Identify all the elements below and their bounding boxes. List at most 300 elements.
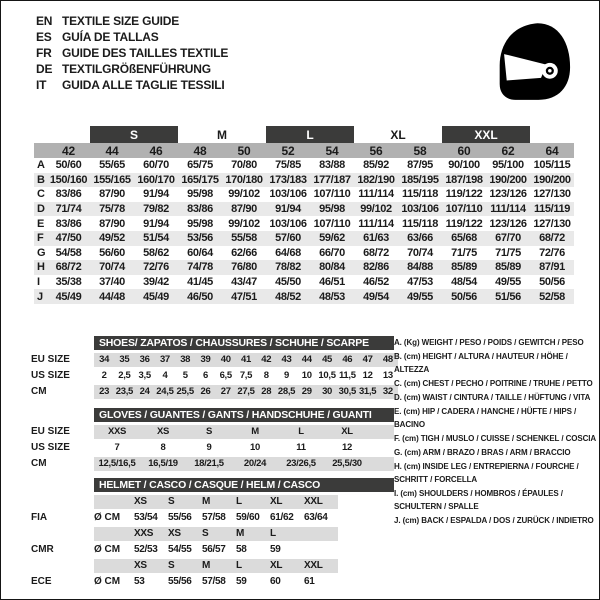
- measurement-row-label: D: [34, 202, 47, 217]
- size-value-cell: 150/160: [47, 173, 90, 188]
- size-value-cell: 87/95: [407, 159, 433, 172]
- size-value-cell: 72/76: [134, 260, 178, 275]
- row-values: [94, 457, 394, 471]
- helmet-size-label: XS: [168, 528, 181, 539]
- size-value-cell: 48/52: [266, 289, 310, 304]
- helmet-size-label: M: [202, 496, 211, 507]
- value-cell: 5: [182, 370, 188, 381]
- size-value-cell: 43/47: [231, 276, 257, 289]
- value-cell: 30: [322, 386, 333, 397]
- value-cell: 3,5: [138, 370, 151, 381]
- helmet-size-label: M: [236, 528, 245, 539]
- size-column-header: 44: [90, 143, 134, 158]
- helmet-size-label: L: [236, 560, 242, 571]
- size-column-header: 56: [354, 143, 398, 158]
- measurement-row-label: G: [37, 246, 46, 259]
- size-value-cell: 87/91: [530, 260, 574, 275]
- helmet-data-row: [31, 543, 401, 557]
- measurement-row: [34, 275, 574, 290]
- value-cell: 25,5/30: [332, 458, 362, 469]
- legend-item: H. (cm) INSIDE LEG / ENTREPIERNA / FOURCHE / SCHRITT / FORCELLA: [394, 462, 579, 484]
- size-value-cell: 83/86: [55, 188, 82, 201]
- value-cell: XXS: [107, 426, 127, 437]
- helmet-size-label: XXL: [304, 560, 323, 571]
- language-title-list: [36, 13, 228, 93]
- value-cell: 18/21,5: [194, 458, 224, 469]
- value-cell: 27: [220, 386, 231, 397]
- helmet-value-cell: 59: [270, 544, 281, 555]
- size-value-cell: 54/58: [55, 246, 82, 259]
- legend-item: B. (cm) HEIGHT / ALTURA / HAUTEUR / HÖHE / ALTEZZA: [394, 352, 568, 374]
- row-values: [94, 353, 398, 367]
- size-value-cell: 70/80: [231, 159, 257, 172]
- helmet-unit-spacer: [94, 495, 134, 509]
- helmet-unit-label: Ø CM: [94, 512, 121, 523]
- measurement-row: [34, 158, 574, 173]
- size-column-header: 62: [486, 143, 530, 158]
- value-cell: 40: [220, 354, 231, 365]
- size-value-cell: 68/72: [47, 260, 90, 275]
- helmet-value-cell: 52/53: [134, 544, 158, 555]
- row-label: EU SIZE: [31, 354, 70, 365]
- legend-item: G. (cm) ARM / BRAZO / BRAS / ARM / BRACCIO: [394, 448, 571, 457]
- helmet-value-cell: 56/57: [202, 544, 226, 555]
- value-cell: 26: [200, 386, 211, 397]
- size-value-cell: 123/126: [489, 217, 527, 230]
- size-value-cell: 190/200: [530, 173, 574, 188]
- size-number-spacer: [34, 143, 47, 158]
- value-cell: 9: [284, 370, 290, 381]
- helmet-table-title: HELMET / CASCO / CASQUE / HELM / CASCO: [94, 478, 394, 492]
- language-row: [36, 77, 228, 93]
- value-cell: XL: [341, 426, 353, 437]
- value-cell: 2: [101, 370, 107, 381]
- helmet-cert-label: CMR: [31, 544, 54, 555]
- value-cell: 24,5: [156, 386, 174, 397]
- helmet-value-cell: 53/54: [134, 512, 158, 523]
- size-value-cell: 53/56: [178, 231, 222, 246]
- value-cell: 10,5: [318, 370, 336, 381]
- table-row: [31, 457, 401, 471]
- language-title: GUIDE DES TAILLES TEXTILE: [62, 46, 229, 60]
- helmet-size-label: L: [270, 528, 276, 539]
- helmet-size-label: S: [202, 528, 209, 539]
- value-cell: 16,5/19: [148, 458, 178, 469]
- helmet-size-header-row: [31, 495, 401, 509]
- value-cell: 43: [281, 354, 292, 365]
- value-cell: 9: [206, 442, 212, 453]
- value-cell: 44: [301, 354, 312, 365]
- helmet-unit-spacer: [94, 559, 134, 573]
- helmet-value-cell: 55/56: [168, 512, 192, 523]
- size-value-cell: 71/75: [451, 246, 477, 259]
- size-value-cell: 70/74: [407, 246, 433, 259]
- helmet-value-cell: 59: [236, 576, 247, 587]
- size-value-cell: 87/90: [99, 217, 125, 230]
- size-value-cell: 123/126: [489, 188, 527, 201]
- value-cell: 11: [296, 442, 306, 453]
- helmet-size-label: XL: [270, 560, 283, 571]
- size-group-row: [34, 126, 574, 143]
- row-label: CM: [31, 458, 47, 469]
- size-value-cell: 87/90: [99, 188, 125, 201]
- helmet-unit-label: Ø CM: [94, 544, 121, 555]
- size-value-cell: 71/74: [47, 202, 90, 217]
- helmet-size-label: XS: [134, 560, 147, 571]
- language-code: IT: [36, 78, 47, 92]
- legend-item: J. (cm) BACK / ESPALDA / DOS / ZURÜCK / INDIETRO: [394, 516, 594, 525]
- helmet-size-label: XXS: [134, 528, 154, 539]
- language-code: FR: [36, 46, 52, 60]
- language-code: EN: [36, 14, 53, 28]
- size-value-cell: 65/68: [442, 231, 486, 246]
- helmet-size-label: S: [168, 496, 175, 507]
- measurement-row-label: C: [37, 188, 45, 201]
- value-cell: 45: [322, 354, 333, 365]
- size-value-cell: 115/118: [401, 188, 439, 201]
- language-row: [36, 29, 228, 45]
- size-value-cell: 49/55: [398, 289, 442, 304]
- size-value-cell: 59/62: [310, 231, 354, 246]
- value-cell: 48: [382, 354, 393, 365]
- language-row: [36, 45, 228, 61]
- measurement-row-label: B: [34, 173, 47, 188]
- helmet-size-band: [94, 495, 338, 509]
- size-value-cell: 66/70: [319, 246, 345, 259]
- size-value-cell: 160/170: [134, 173, 178, 188]
- helmet-value-cell: 57/58: [202, 512, 226, 523]
- value-cell: 23: [99, 386, 110, 397]
- language-title: GUÍA DE TALLAS: [62, 30, 159, 44]
- value-cell: 34: [99, 354, 110, 365]
- measurement-row: [34, 246, 574, 261]
- value-cell: 35: [119, 354, 130, 365]
- helmet-unit-spacer: [94, 527, 134, 541]
- value-cell: 42: [261, 354, 272, 365]
- value-cell: 20/24: [243, 458, 267, 469]
- size-value-cell: 84/88: [398, 260, 442, 275]
- size-value-cell: 47/50: [47, 231, 90, 246]
- size-value-cell: 45/50: [275, 276, 301, 289]
- helmet-cert-label: ECE: [31, 576, 52, 587]
- legend-item: I. (cm) SHOULDERS / HOMBROS / ÉPAULES / SCHULTERN / SPALLE: [394, 489, 563, 511]
- size-value-cell: 65/75: [187, 159, 213, 172]
- language-code: DE: [36, 62, 53, 76]
- shoes-table-title: SHOES/ ZAPATOS / CHAUSSURES / SCHUHE / SCARPE: [94, 336, 394, 350]
- row-label: US SIZE: [31, 442, 70, 453]
- helmet-value-cell: 55/56: [168, 576, 192, 587]
- size-value-cell: 103/106: [398, 202, 442, 217]
- size-value-cell: 115/118: [401, 217, 439, 230]
- size-value-cell: 70/74: [90, 260, 134, 275]
- value-cell: 38: [180, 354, 191, 365]
- helmet-unit-label: Ø CM: [94, 576, 121, 587]
- size-value-cell: 60/70: [143, 159, 169, 172]
- size-value-cell: 48/53: [310, 289, 354, 304]
- size-value-cell: 39/42: [143, 276, 169, 289]
- row-values: [94, 441, 394, 455]
- size-value-cell: 68/72: [530, 231, 574, 246]
- value-cell: 47: [362, 354, 373, 365]
- size-value-cell: 46/51: [319, 276, 345, 289]
- table-row: [31, 353, 401, 367]
- size-value-cell: 105/115: [533, 159, 571, 172]
- value-cell: 41: [241, 354, 251, 365]
- helmet-value-cell: 57/58: [202, 576, 226, 587]
- size-value-cell: 165/175: [178, 173, 222, 188]
- size-value-cell: 74/78: [178, 260, 222, 275]
- size-group-L: L: [266, 126, 354, 143]
- value-cell: 12,5/16,5: [98, 458, 136, 469]
- helmet-cert-label: FIA: [31, 512, 48, 523]
- helmet-size-label: L: [236, 496, 242, 507]
- size-column-header: 58: [398, 143, 442, 158]
- size-value-cell: 111/114: [358, 188, 394, 201]
- helmet-value-cell: 60: [270, 576, 281, 587]
- shoes-table-rows: [31, 353, 401, 399]
- size-group-M: M: [178, 126, 266, 143]
- size-value-cell: 75/85: [275, 159, 301, 172]
- size-value-cell: 107/110: [442, 202, 486, 217]
- size-value-cell: 49/54: [354, 289, 398, 304]
- size-value-cell: 75/78: [90, 202, 134, 217]
- value-cell: 7,5: [239, 370, 253, 381]
- measurement-row-label: J: [34, 289, 47, 304]
- size-value-cell: 85/89: [442, 260, 486, 275]
- size-value-cell: 52/58: [530, 289, 574, 304]
- size-value-cell: 63/66: [398, 231, 442, 246]
- size-value-cell: 35/38: [55, 276, 82, 289]
- size-value-cell: 99/102: [228, 188, 260, 201]
- size-value-cell: 71/75: [495, 246, 521, 259]
- helmet-size-band: [94, 559, 338, 573]
- value-cell: 36: [139, 354, 150, 365]
- size-value-cell: 48/54: [451, 276, 477, 289]
- size-value-cell: 49/55: [495, 276, 521, 289]
- size-value-cell: 119/122: [445, 217, 483, 230]
- size-value-cell: 91/94: [143, 188, 169, 201]
- size-value-cell: 50/56: [539, 276, 565, 289]
- size-value-cell: 72/76: [539, 246, 565, 259]
- language-code: ES: [36, 30, 52, 44]
- size-value-cell: 95/98: [187, 188, 213, 201]
- size-number-row: [34, 143, 574, 158]
- measurement-legend: [394, 336, 599, 528]
- size-value-cell: 182/190: [354, 173, 398, 188]
- helmet-size-label: [304, 527, 338, 541]
- value-cell: 24: [139, 386, 150, 397]
- language-title: GUIDA ALLE TAGLIE TESSILI: [62, 78, 225, 92]
- size-value-cell: 45/49: [134, 289, 178, 304]
- helmet-value-band: [94, 543, 338, 557]
- size-value-cell: 58/62: [143, 246, 169, 259]
- helmet-table-rows: [31, 495, 401, 589]
- size-group-spacer-end: [530, 126, 574, 143]
- table-row: [31, 369, 401, 383]
- value-cell: 23,5: [115, 386, 134, 397]
- value-cell: 39: [200, 354, 211, 365]
- value-cell: 10: [301, 370, 312, 381]
- helmet-value-cell: 63/64: [304, 512, 328, 523]
- size-value-cell: 46/50: [178, 289, 222, 304]
- size-group-S: S: [90, 126, 178, 143]
- helmet-size-label: M: [202, 560, 211, 571]
- measurement-row-label: F: [34, 231, 47, 246]
- helmet-value-cell: 58: [236, 544, 247, 555]
- size-value-cell: 95/98: [310, 202, 354, 217]
- size-column-header: 48: [178, 143, 222, 158]
- language-title: TEXTILGRÖßENFÜHRUNG: [62, 62, 211, 76]
- row-label: EU SIZE: [31, 426, 70, 437]
- helmet-value-cell: 59/60: [236, 512, 260, 523]
- size-column-header: 60: [442, 143, 486, 158]
- value-cell: 32: [382, 386, 393, 397]
- table-row: [31, 385, 401, 399]
- gloves-table-title: GLOVES / GUANTES / GANTS / HANDSCHUHE / GUANTI: [94, 408, 394, 422]
- helmet-size-header-row: [31, 527, 401, 541]
- size-value-cell: 47/51: [222, 289, 266, 304]
- helmet-size-label: XL: [270, 496, 283, 507]
- size-value-cell: 55/65: [99, 159, 125, 172]
- helmet-row-spacer: [31, 495, 94, 509]
- size-value-cell: 85/89: [486, 260, 530, 275]
- helmet-size-label: XS: [134, 496, 147, 507]
- size-value-cell: 51/54: [134, 231, 178, 246]
- size-column-header: 46: [134, 143, 178, 158]
- measurement-row: [34, 289, 574, 304]
- value-cell: 2,5: [118, 370, 131, 381]
- measurement-row-label: A: [37, 159, 45, 172]
- size-value-cell: 155/165: [90, 173, 134, 188]
- size-value-cell: 46/52: [363, 276, 389, 289]
- size-value-cell: 56/60: [99, 246, 125, 259]
- size-value-cell: 187/198: [442, 173, 486, 188]
- size-column-header: 52: [266, 143, 310, 158]
- table-row: [31, 441, 401, 455]
- textile-size-table: [34, 126, 574, 304]
- size-value-cell: 76/80: [222, 260, 266, 275]
- helmet-value-cell: 53: [134, 576, 145, 587]
- size-value-cell: 177/187: [310, 173, 354, 188]
- size-value-cell: 87/90: [222, 202, 266, 217]
- size-value-cell: 64/68: [275, 246, 301, 259]
- helmet-size-header-row: [31, 559, 401, 573]
- measurement-row: [34, 173, 574, 188]
- helmet-value-band: [94, 575, 338, 589]
- size-value-cell: 50/60: [55, 159, 82, 172]
- size-value-cell: 61/63: [354, 231, 398, 246]
- size-value-cell: 49/52: [90, 231, 134, 246]
- size-value-cell: 119/122: [445, 188, 483, 201]
- size-value-cell: 47/53: [407, 276, 433, 289]
- value-cell: 8: [160, 442, 166, 453]
- measurement-row: [34, 260, 574, 275]
- value-cell: 46: [342, 354, 353, 365]
- value-cell: 12: [362, 370, 373, 381]
- size-value-cell: 44/48: [90, 289, 134, 304]
- value-cell: 7: [114, 442, 120, 453]
- size-value-cell: 45/49: [47, 289, 90, 304]
- value-cell: 28: [261, 386, 272, 397]
- size-value-cell: 103/106: [269, 188, 307, 201]
- value-cell: 30,5: [338, 386, 356, 397]
- helmet-value-cell: 54/55: [168, 544, 192, 555]
- measurement-row-label: I: [37, 276, 40, 289]
- size-value-cell: 91/94: [143, 217, 169, 230]
- value-cell: 6,5: [219, 370, 232, 381]
- value-cell: 25,5: [176, 386, 194, 397]
- language-title: TEXTILE SIZE GUIDE: [62, 14, 180, 28]
- size-value-cell: 115/119: [530, 202, 574, 217]
- size-value-cell: 68/72: [363, 246, 389, 259]
- legend-item: C. (cm) CHEST / PECHO / POITRINE / TRUHE / PETTO: [394, 379, 593, 388]
- size-value-cell: 173/183: [266, 173, 310, 188]
- size-column-header: 54: [310, 143, 354, 158]
- size-value-cell: 103/106: [269, 217, 307, 230]
- size-column-header: 64: [530, 143, 574, 158]
- helmet-value-cell: 61: [304, 576, 315, 587]
- helmet-row-spacer: [31, 527, 94, 541]
- racing-helmet-icon: [490, 15, 578, 109]
- size-value-cell: 80/84: [310, 260, 354, 275]
- size-value-cell: 83/86: [178, 202, 222, 217]
- size-value-cell: 78/82: [266, 260, 310, 275]
- helmet-size-band: [94, 527, 338, 541]
- value-cell: 31,5: [358, 386, 377, 397]
- size-value-cell: 62/66: [231, 246, 257, 259]
- legend-item: D. (cm) WAIST / CINTURA / TAILLE / HÜFTUNG / VITA: [394, 393, 591, 402]
- value-cell: M: [251, 426, 259, 437]
- size-column-header: 50: [222, 143, 266, 158]
- size-value-cell: 83/86: [55, 217, 82, 230]
- row-label: US SIZE: [31, 370, 70, 381]
- value-cell: 8: [263, 370, 269, 381]
- helmet-data-row: [31, 575, 401, 589]
- helmet-value-band: [94, 511, 338, 525]
- row-values: [94, 385, 398, 399]
- size-value-cell: 83/88: [319, 159, 345, 172]
- size-value-cell: 170/180: [222, 173, 266, 188]
- measurement-row-label: H: [34, 260, 47, 275]
- value-cell: 12: [342, 442, 352, 453]
- helmet-value-cell: [304, 543, 338, 557]
- size-group-XL: XL: [354, 126, 442, 143]
- size-value-cell: 185/195: [398, 173, 442, 188]
- value-cell: 11,5: [338, 370, 356, 381]
- size-value-cell: 60/64: [187, 246, 213, 259]
- gloves-size-table: [31, 408, 401, 473]
- size-value-cell: 50/56: [442, 289, 486, 304]
- size-value-cell: 107/110: [313, 217, 351, 230]
- legend-item: A. (Kg) WEIGHT / PESO / POIDS / GEWITCH / PESO: [394, 338, 584, 347]
- value-cell: XS: [156, 426, 170, 437]
- helmet-data-row: [31, 511, 401, 525]
- helmet-size-label: S: [168, 560, 175, 571]
- value-cell: 29: [301, 386, 312, 397]
- size-value-cell: 67/70: [486, 231, 530, 246]
- row-values: [94, 425, 394, 439]
- size-group-XXL: XXL: [442, 126, 530, 143]
- size-value-cell: 99/102: [354, 202, 398, 217]
- gloves-table-rows: [31, 425, 401, 471]
- size-value-cell: 90/100: [448, 159, 480, 172]
- size-value-cell: 99/102: [228, 217, 260, 230]
- value-cell: S: [205, 426, 213, 437]
- value-cell: L: [298, 426, 304, 437]
- legend-item: F. (cm) TIGH / MUSLO / CUISSE / SCHENKEL / COSCIA: [394, 434, 597, 443]
- size-value-cell: 190/200: [486, 173, 530, 188]
- value-cell: 37: [159, 354, 170, 365]
